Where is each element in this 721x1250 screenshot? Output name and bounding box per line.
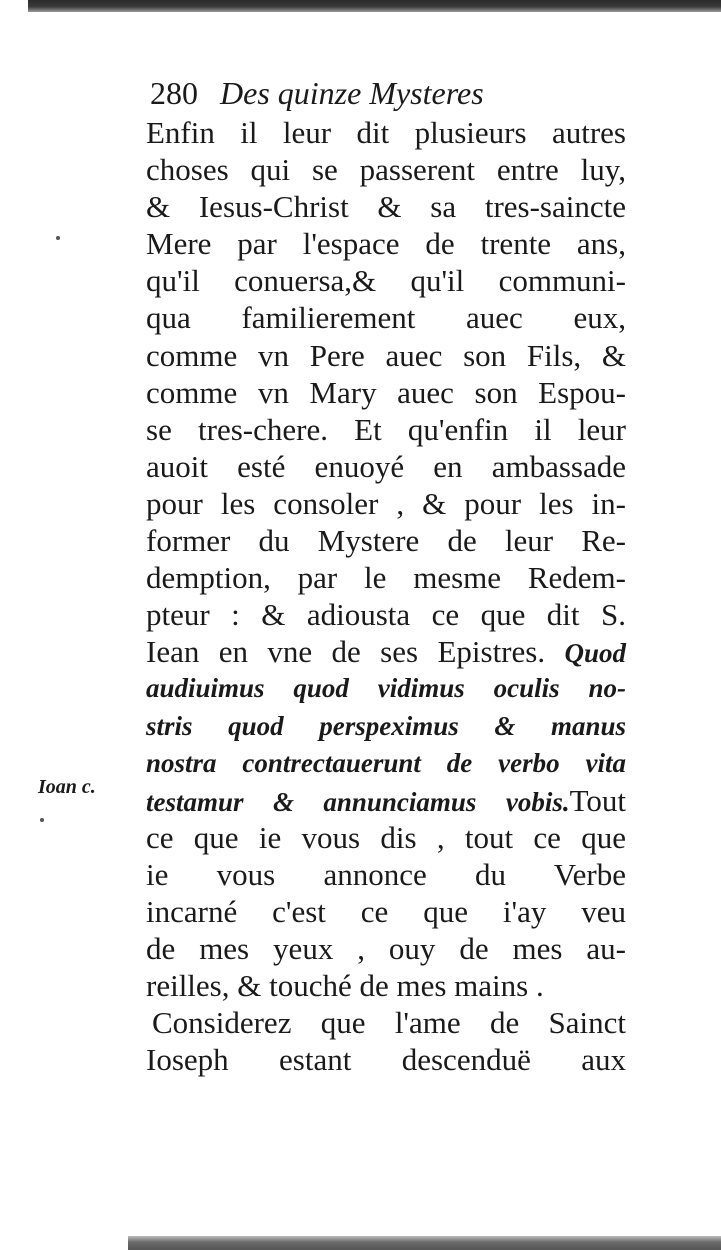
text-line: choses qui se passerent entre luy, [146, 152, 626, 188]
text-line: ce que ie vous dis , tout ce que [146, 819, 626, 855]
ink-speck [40, 818, 44, 822]
text-line: testamur & annunciamus vobis.Tout [146, 782, 626, 818]
text-line: pour les consoler , & pour les in- [146, 485, 626, 521]
text-line: Mere par l'espace de trente ans, [146, 226, 626, 262]
text-line: & Iesus-Christ & sa tres-saincte [146, 189, 626, 225]
text-line: Iean en vne de ses Epistres. Quod [146, 634, 626, 670]
text-line: Considerez que l'ame de Sainct [152, 1005, 626, 1041]
running-header [146, 72, 626, 114]
running-title: Des quinze Mysteres [220, 75, 484, 111]
body-text [146, 114, 626, 1078]
text-line: ie vous annonce du Verbe [146, 856, 626, 892]
text-line: se tres-chere. Et qu'enfin il leur [146, 411, 626, 447]
text-line: qu'il conuersa,& qu'il communi- [146, 263, 626, 299]
text-line: comme vn Pere auec son Fils, & [146, 337, 626, 373]
text-line: audiuimus quod vidimus oculis no- [146, 673, 626, 704]
text-line: former du Mystere de leur Re- [146, 523, 626, 559]
text-line: reilles, & touché de mes mains . [146, 968, 544, 1004]
margin-note: Ioan c. [38, 776, 96, 798]
text-line: incarné c'est ce que i'ay veu [146, 893, 626, 929]
text-line: de mes yeux , ouy de mes au- [146, 931, 626, 967]
ink-speck [56, 236, 60, 240]
text-line: qua familierement auec eux, [146, 300, 626, 336]
page-number: 280 [150, 75, 198, 111]
text-line: auoit esté enuoyé en ambassade [146, 448, 626, 484]
top-border [28, 0, 721, 12]
bottom-border [128, 1236, 721, 1250]
text-line: Enfin il leur dit plusieurs autres [146, 115, 626, 150]
text-line: Ioseph estant descenduë aux [146, 1042, 626, 1078]
text-line: demption, par le mesme Redem- [146, 560, 626, 596]
text-line: nostra contrectauerunt de verbo vita [146, 747, 626, 778]
text-line: pteur : & adiousta ce que dit S. [146, 597, 626, 633]
text-line: stris quod perspeximus & manus [146, 710, 626, 741]
text-line: comme vn Mary auec son Espou- [146, 374, 626, 410]
